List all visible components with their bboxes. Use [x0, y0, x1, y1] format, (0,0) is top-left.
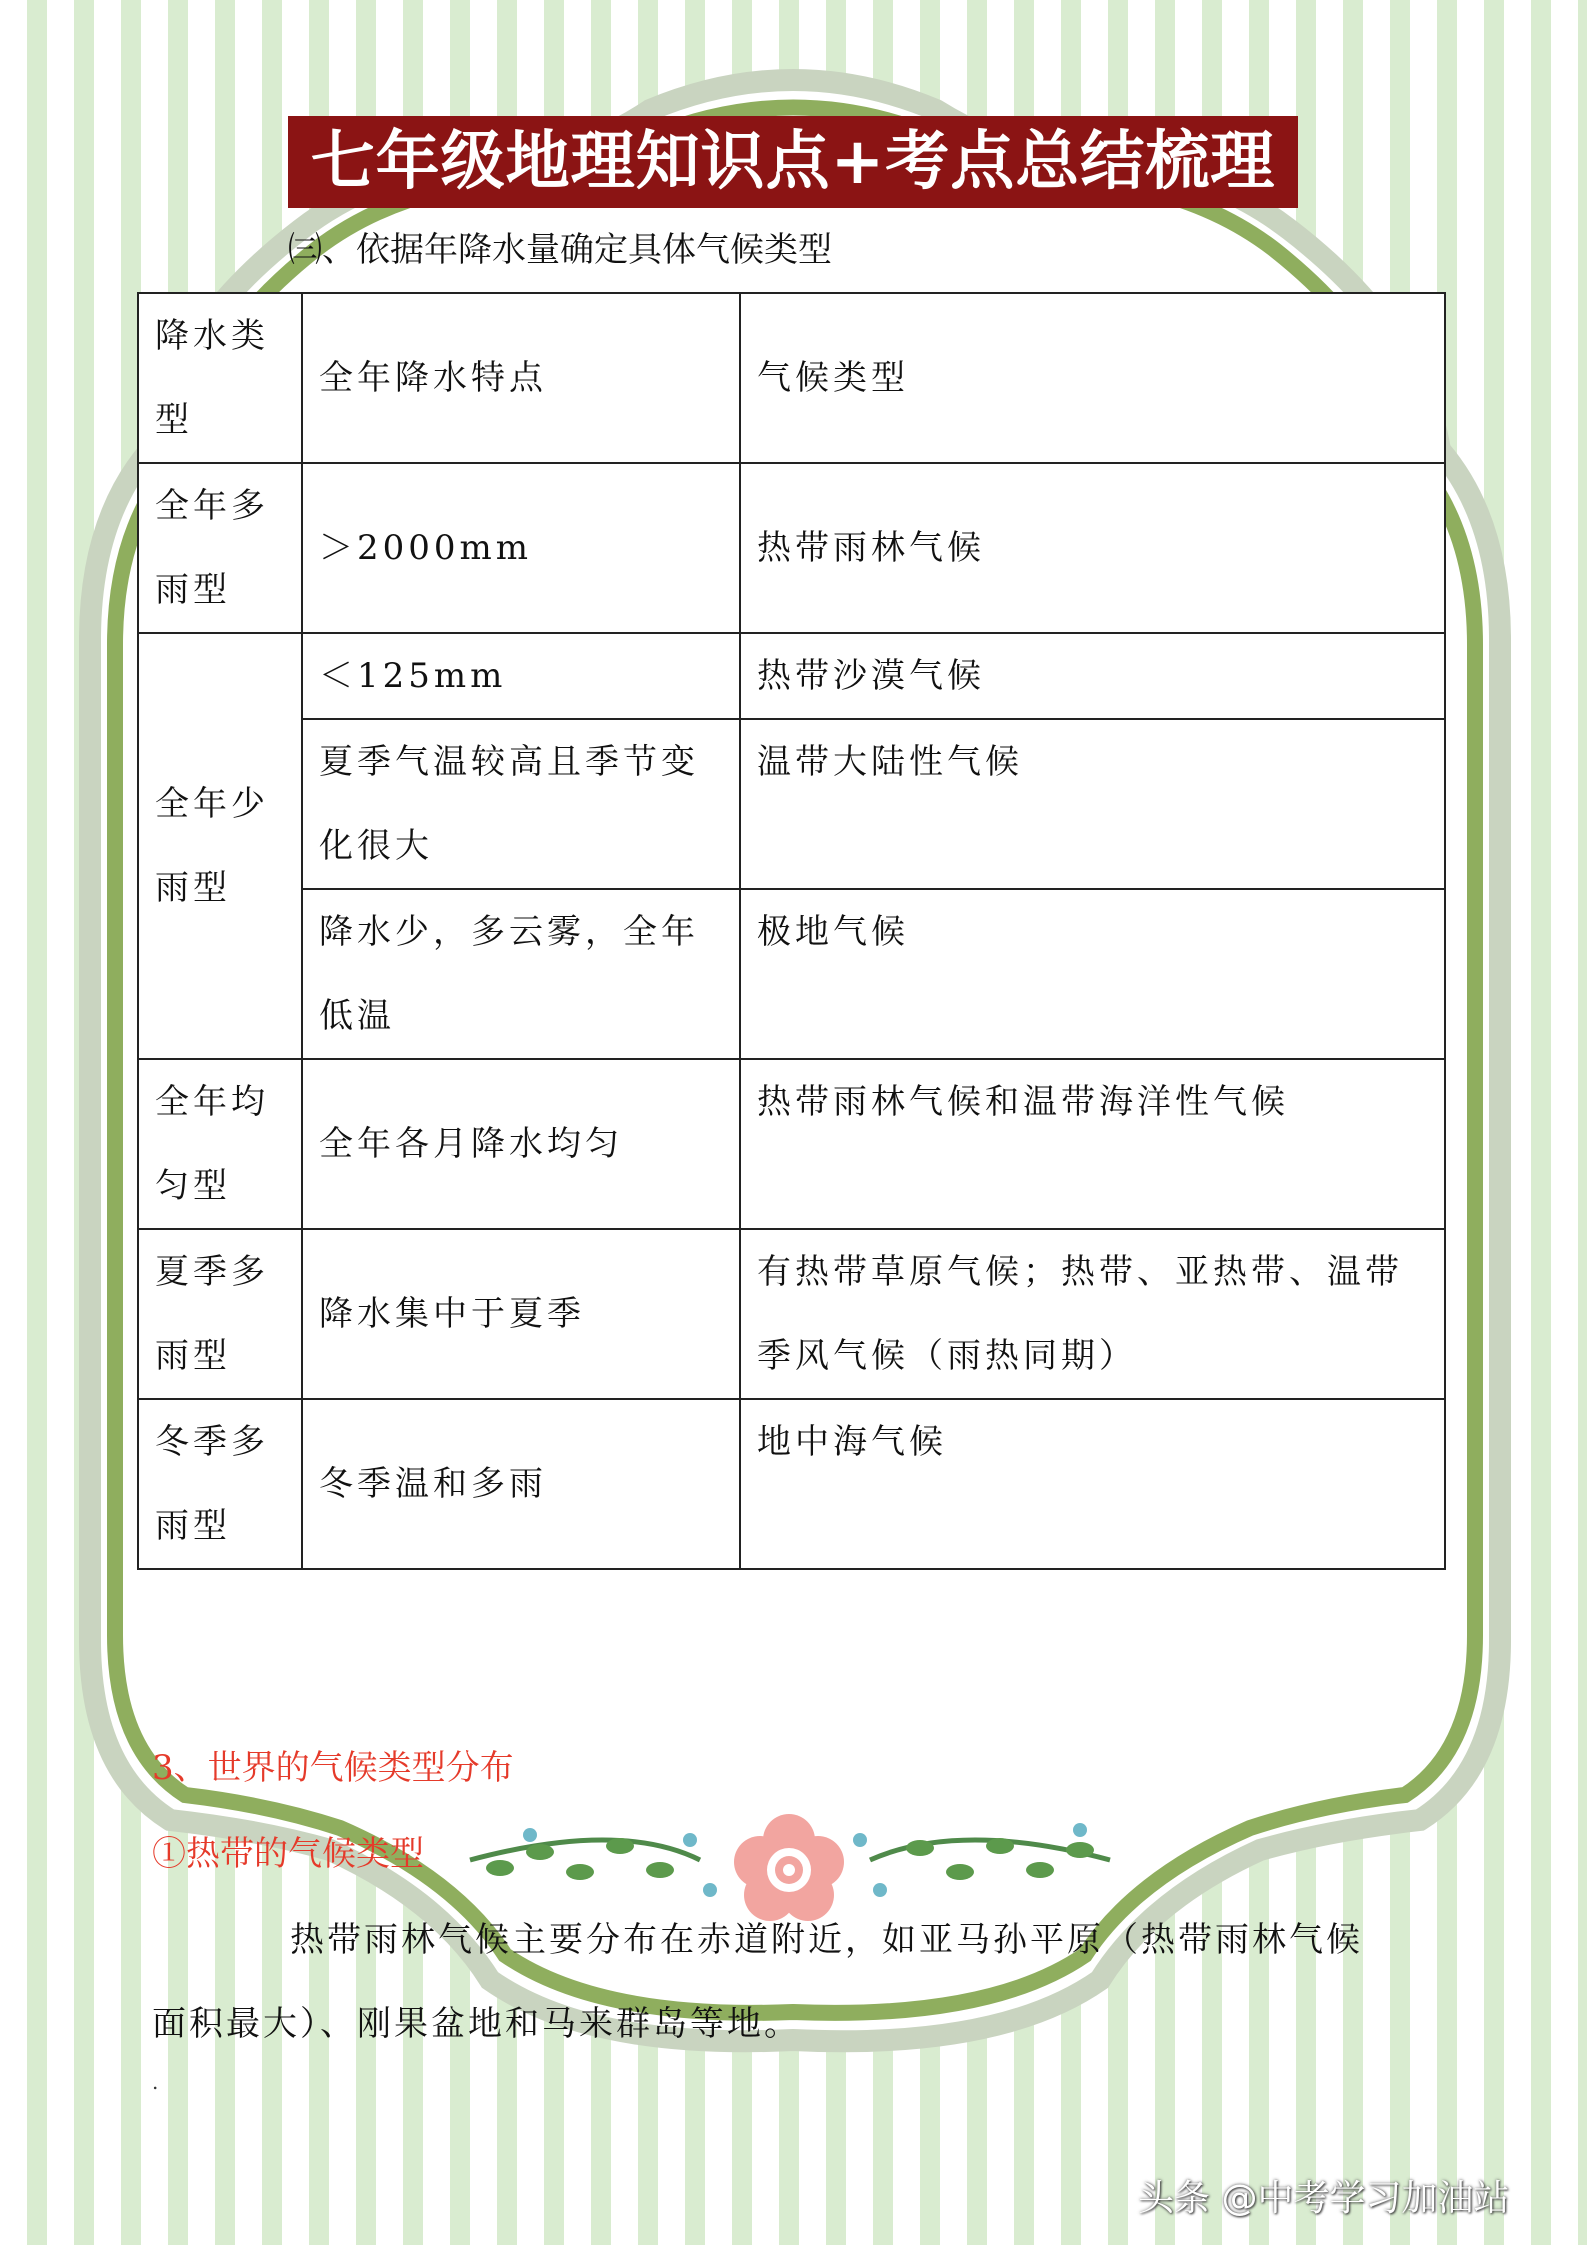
cell-precip-type: 冬季多雨型 — [138, 1399, 302, 1569]
table-row — [138, 719, 1445, 889]
table-header-row — [138, 293, 1445, 463]
cell-precip-feature: 降水集中于夏季 — [302, 1229, 740, 1399]
section-subheading: ①热带的气候类型 — [152, 1834, 424, 1874]
climate-table — [137, 292, 1446, 1570]
table-caption: ㈢、依据年降水量确定具体气候类型 — [288, 230, 832, 270]
cell-climate-type: 温带大陆性气候 — [740, 719, 1445, 889]
header-precip-feature: 全年降水特点 — [302, 293, 740, 463]
cell-precip-type: 全年少雨型 — [138, 633, 302, 1059]
watermark: 头条 @中考学习加油站 — [1138, 2178, 1510, 2219]
cell-precip-feature: 冬季温和多雨 — [302, 1399, 740, 1569]
table-row — [138, 1229, 1445, 1399]
header-precip-type: 降水类型 — [138, 293, 302, 463]
page-title: 七年级地理知识点+考点总结梳理 — [288, 116, 1298, 208]
cell-precip-feature: 全年各月降水均匀 — [302, 1059, 740, 1229]
table-row — [138, 463, 1445, 633]
header-climate-type: 气候类型 — [740, 293, 1445, 463]
cell-precip-type: 全年均匀型 — [138, 1059, 302, 1229]
stray-dot: . — [152, 2070, 159, 2094]
cell-climate-type: 热带雨林气候和温带海洋性气候 — [740, 1059, 1445, 1229]
cell-precip-feature: 降水少，多云雾，全年低温 — [302, 889, 740, 1059]
paragraph-line-2: 面积最大）、刚果盆地和马来群岛等地。 — [152, 2004, 801, 2044]
cell-precip-type: 全年多雨型 — [138, 463, 302, 633]
cell-climate-type: 热带沙漠气候 — [740, 633, 1445, 719]
cell-climate-type: 极地气候 — [740, 889, 1445, 1059]
cell-precip-feature: ＜125mm — [302, 633, 740, 719]
cell-precip-feature: ＞2000mm — [302, 463, 740, 633]
cell-climate-type: 热带雨林气候 — [740, 463, 1445, 633]
table-row — [138, 889, 1445, 1059]
table-row — [138, 1399, 1445, 1569]
cell-climate-type: 有热带草原气候；热带、亚热带、温带季风气候（雨热同期） — [740, 1229, 1445, 1399]
paragraph-line-1: 热带雨林气候主要分布在赤道附近，如亚马孙平原（热带雨林气候 — [290, 1920, 1363, 1960]
cell-precip-type: 夏季多雨型 — [138, 1229, 302, 1399]
cell-precip-feature: 夏季气温较高且季节变化很大 — [302, 719, 740, 889]
section-heading: 3、世界的气候类型分布 — [152, 1748, 514, 1788]
table-row — [138, 1059, 1445, 1229]
cell-climate-type: 地中海气候 — [740, 1399, 1445, 1569]
table-row — [138, 633, 1445, 719]
